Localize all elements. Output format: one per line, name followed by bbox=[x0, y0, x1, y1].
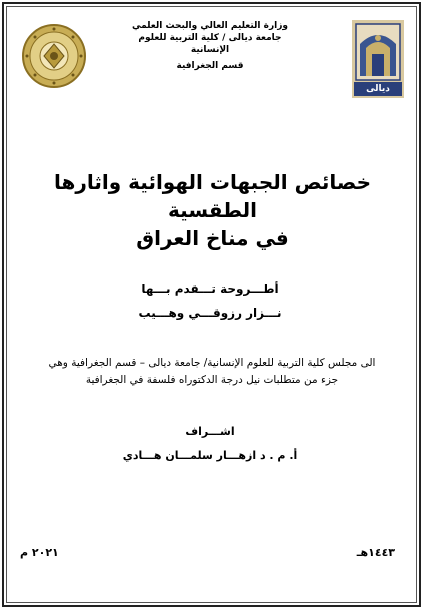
university-seal-icon bbox=[22, 24, 86, 88]
college-line-cont: الإنسانية bbox=[190, 45, 230, 55]
submission-description bbox=[22, 355, 402, 389]
date-gregorian: ٢٠٢١ م bbox=[20, 546, 59, 559]
title-line-1: خصائص الجبهات الهوائية واثارها الطقسية bbox=[53, 170, 372, 222]
description-line-2: جزء من متطلبات نيل درجة الدكتوراه فلسفة في الجغرافية bbox=[85, 374, 339, 386]
ministry-line: وزارة التعليم العالي والبحث العلمي bbox=[131, 21, 289, 31]
description-line-1: الى مجلس كلية التربية للعلوم الإنسانية/ جامعة ديالى – قسم الجغرافية وهي bbox=[48, 357, 376, 369]
supervision-label: اشـــراف bbox=[185, 425, 235, 438]
department-line: قسم الجغرافية bbox=[176, 61, 244, 71]
title-line-2: في مناخ العراق bbox=[136, 226, 289, 250]
logo-caption: ديالى bbox=[366, 84, 390, 94]
thesis-label: أطـــروحة تـــقدم بـــها bbox=[141, 282, 279, 296]
college-line: جامعة ديالى / كلية التربية للعلوم bbox=[138, 33, 282, 43]
date-hijri: ١٤٤٣هـ bbox=[356, 546, 395, 559]
author-name: نـــزار رزوقـــي وهـــيب bbox=[138, 306, 282, 320]
diyala-university-logo-icon bbox=[352, 20, 404, 98]
thesis-title bbox=[20, 168, 405, 252]
ministry-header bbox=[130, 20, 290, 72]
supervisor-name: أ. م . د ازهـــار سلمـــان هـــادي bbox=[122, 449, 298, 462]
